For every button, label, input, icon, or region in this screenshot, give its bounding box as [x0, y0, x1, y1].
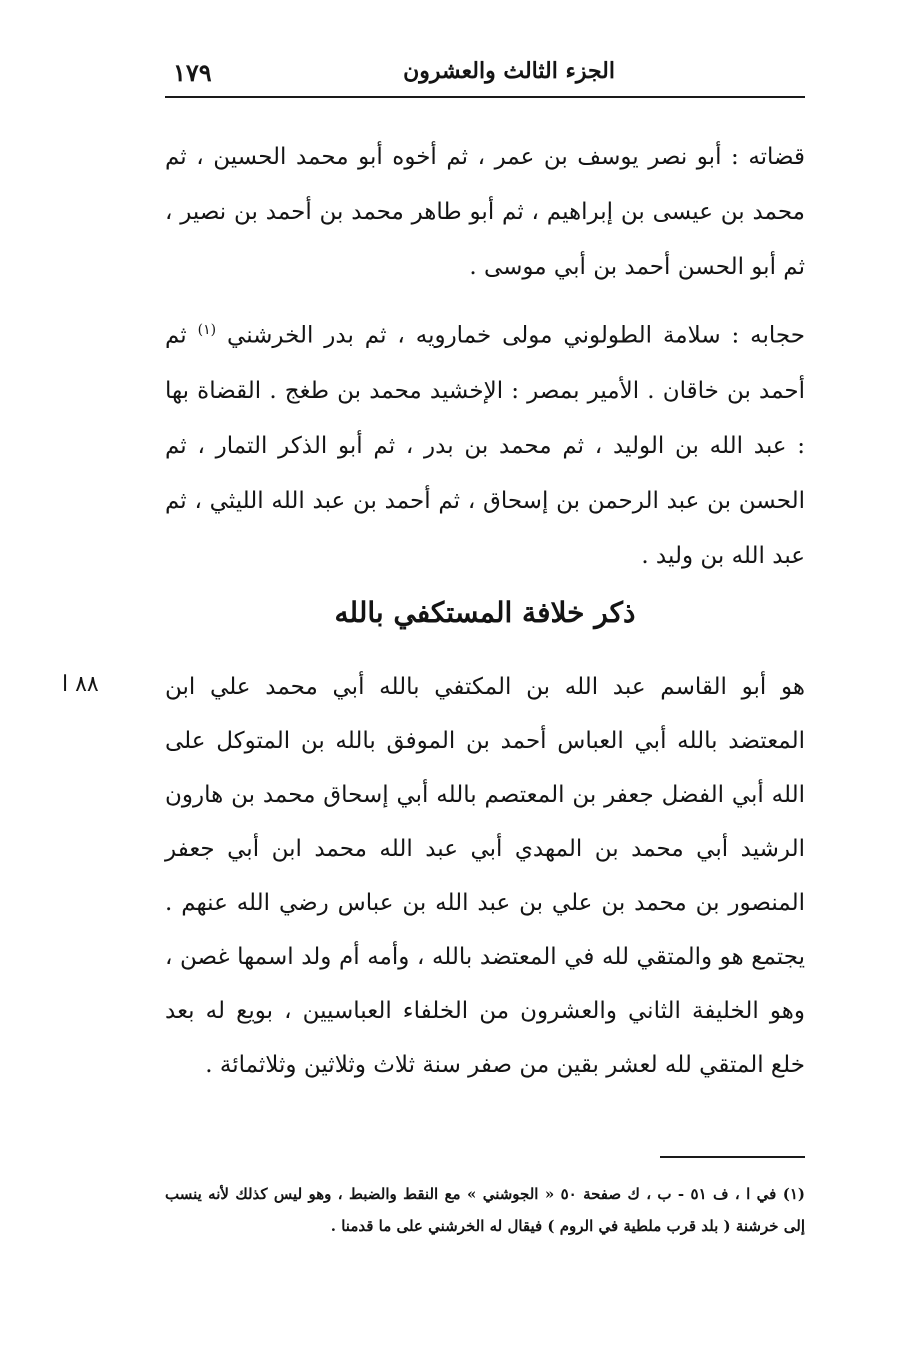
chamberlains-text: حجابه : سلامة الطولوني مولى خمارويه ، ثم بدر الخرشني: [227, 322, 805, 349]
margin-note: ٨٨ ا: [62, 672, 99, 697]
paragraph-judges: قضاته : أبو نصر يوسف بن عمر ، ثم أخوه أبو محمد الحسين ، ثم محمد بن عيسى بن إبراهيم ، ثم أبو طاهر محمد بن أحمد بن نصير ، ثم أبو الحسن أحمد بن أبي موسى .: [165, 144, 805, 280]
footnote-rule: [660, 1156, 805, 1158]
page-number: ١٧٩: [173, 58, 212, 87]
chamberlains-rest: ثم أحمد بن خاقان . الأمير بمصر : الإخشيد محمد بن طغج . القضاة بها : عبد الله بن الوليد ، ثم محمد بن بدر ، ثم أبو الذكر التمار ، ثم الحسن بن عبد الرحمن بن إسحاق ، ثم أحمد بن عبد الله الليثي ، ثم عبد الله بن وليد .: [165, 322, 805, 569]
paragraph-caliph: هو أبو القاسم عبد الله بن المكتفي بالله أبي محمد علي ابن المعتضد بالله أبي العباس أحمد بن الموفق بالله بن المتوكل على الله أبي الفضل جعفر بن المعتصم بالله أبي إسحاق محمد بن هارون الرشيد أبي محمد بن المهدي أبي عبد الله محمد ابن أبي جعفر المنصور بن محمد بن علي بن عبد الله بن عباس رضي الله عنهم . يجتمع هو والمتقي لله في المعتضد بالله ، وأمه أم ولد اسمها غصن ، وهو الخليفة الثاني والعشرون من الخلفاء العباسيين ، بويع له بعد خلع المتقي لله لعشر بقين من صفر سنة ثلاث وثلاثين وثلاثمائة .: [165, 674, 805, 1078]
page-header: [165, 54, 805, 98]
running-title: الجزء الثالث والعشرون: [403, 58, 615, 84]
header-rule: [165, 96, 805, 98]
paragraph-chamberlains: [165, 303, 805, 584]
footnote-marker: (١): [197, 322, 217, 338]
footnote: (١) في ا ، ف ٥١ - ب ، ك صفحة ٥٠ « الجوشني » مع النقط والضبط ، وهو ليس كذلك لأنه ينسب إلى خرشنة ( بلد قرب ملطية في الروم ) فيقال له الخرشني على ما قدمنا .: [165, 1185, 805, 1235]
section-title: ذكر خلافة المستكفي بالله: [334, 596, 636, 629]
